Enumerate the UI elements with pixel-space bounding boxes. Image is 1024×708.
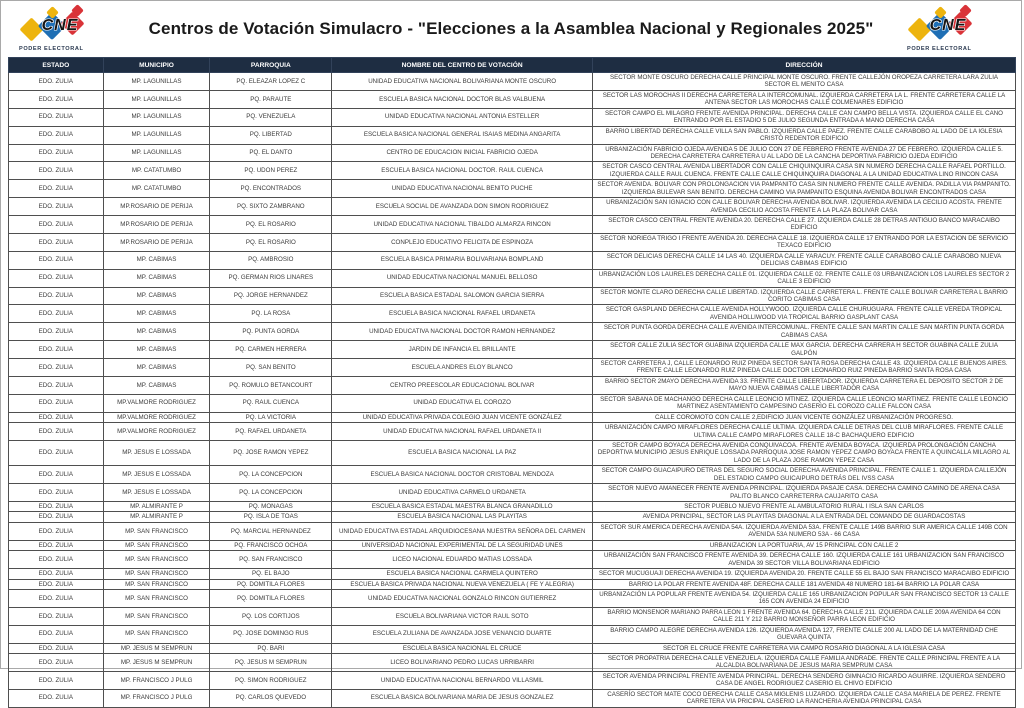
cell-nombre: ESCUELA BASICA NACIONAL DOCTOR BLAS VALBUENA — [332, 90, 593, 108]
cell-parroquia: PQ. MONAGAS — [210, 502, 332, 512]
cell-nombre: UNIDAD EDUCATIVA CARMELO URDANETA — [332, 484, 593, 502]
cell-direccion: URBANIZACION LA PORTUARIA, AV 15 PRINCIPAL CON CALLE 2 — [593, 540, 1016, 550]
table-row — [9, 144, 1016, 162]
cell-nombre: UNIDAD EDUCATIVA ESTADAL ARQUIDIOCESANA NUESTRA SEÑORA DEL CARMEN — [332, 522, 593, 540]
cell-municipio: MP. CABIMAS — [103, 287, 210, 305]
table-row — [9, 73, 1016, 91]
table-row — [9, 522, 1016, 540]
table-row — [9, 162, 1016, 180]
cell-direccion: BARRIO MONSENOR MARIANO PARRA LEON 1 FRENTE AVENIDA 64. DERECHA CALLE 211. IZQUIERDA CALLE 209A AVENIDA 64 CON CALLE 211 Y 212 BARRIO MONSEÑOR PARRA LEON EDIFICIO — [593, 607, 1016, 625]
cell-estado: EDO. ZULIA — [9, 233, 104, 251]
cell-parroquia: PQ. LA CONCEPCION — [210, 484, 332, 502]
cell-municipio: MP. CABIMAS — [103, 269, 210, 287]
cell-parroquia: PQ. UDON PEREZ — [210, 162, 332, 180]
cell-direccion: SECTOR MUCUGUAJI DERECHA AVENIDA 19. IZQUIERDA AVENIDA 20. FRENTE CALLE 55 EL BAJO SAN FRANCISCO MARACAIBO EDIFICIO — [593, 569, 1016, 579]
cell-municipio: MP. SAN FRANCISCO — [103, 522, 210, 540]
cell-municipio: MP.ROSARIO DE PERIJA — [103, 216, 210, 234]
cell-parroquia: PQ. SIMON RODRIGUEZ — [210, 671, 332, 689]
cell-direccion: SECTOR CALLE ZULIA SECTOR GUABINA IZQUIERDA CALLE MAX GARCIA. DERECHA CARRERA H SECTOR GUABINA CALLE ZULIA GALPÓN — [593, 341, 1016, 359]
table-row — [9, 579, 1016, 589]
cell-municipio: MP. SAN FRANCISCO — [103, 551, 210, 569]
table-body — [9, 73, 1016, 708]
table-row — [9, 607, 1016, 625]
cell-estado: EDO. ZULIA — [9, 287, 104, 305]
cell-municipio: MP. ALMIRANTE P — [103, 512, 210, 522]
cell-direccion: BARRIO LA POLAR FRENTE AVENIDA 48F. DERECHA CALLE 181 AVENIDA 48 NUMERO 181-64 BARRIO LA POLAR CASA — [593, 579, 1016, 589]
cell-parroquia: PQ. AMBROSIO — [210, 251, 332, 269]
cell-nombre: UNIDAD EDUCATIVA NACIONAL DOCTOR RAMON HERNANDEZ — [332, 323, 593, 341]
table-row — [9, 341, 1016, 359]
cell-parroquia: PQ. JORGE HERNANDEZ — [210, 287, 332, 305]
cell-parroquia: PQ. ISLA DE TOAS — [210, 512, 332, 522]
table-row — [9, 671, 1016, 689]
cell-estado: EDO. ZULIA — [9, 269, 104, 287]
table-row — [9, 484, 1016, 502]
table-row — [9, 466, 1016, 484]
cell-municipio: MP. SAN FRANCISCO — [103, 607, 210, 625]
cell-municipio: MP.ROSARIO DE PERIJA — [103, 233, 210, 251]
table-row — [9, 551, 1016, 569]
cell-nombre: UNIDAD EDUCATIVA NACIONAL BERNARDO VILLASMIL — [332, 671, 593, 689]
cell-estado: EDO. ZULIA — [9, 551, 104, 569]
cell-municipio: MP. FRANCISCO J PULG — [103, 671, 210, 689]
cell-estado: EDO. ZULIA — [9, 607, 104, 625]
table-row — [9, 287, 1016, 305]
column-header-municipio: MUNICIPIO — [103, 58, 210, 73]
cell-municipio: MP. CABIMAS — [103, 341, 210, 359]
cell-direccion: URBANIZACIÓN SAN IGNACIO CON CALLE BOLIVAR DERECHA AVENIDA BOLIVAR. IZQUIERDA AVENIDA LA CECILIO ACOSTA. FRENTE AVENIDA CECILIO ACOSTA FRENTE A LA PLAZA BOLIVAR CASA — [593, 198, 1016, 216]
cell-nombre: ESCUELA BASICA NACIONAL LAS PLAYITAS — [332, 512, 593, 522]
cell-parroquia: PQ. MARCIAL HERNANDEZ — [210, 522, 332, 540]
column-header-estado: ESTADO — [9, 58, 104, 73]
cell-parroquia: PQ. JOSE DOMINGO RUS — [210, 625, 332, 643]
column-header-direccion: DIRECCIÓN — [593, 58, 1016, 73]
cell-nombre: CENTRO DE EDUCACION INICIAL FABRICIO OJEDA — [332, 144, 593, 162]
cell-municipio: MP. CATATUMBO — [103, 162, 210, 180]
column-header-parroquia: PARROQUIA — [210, 58, 332, 73]
table-row — [9, 502, 1016, 512]
cne-logo-subtext: PODER ELECTORAL — [907, 46, 972, 52]
cell-municipio: MP. CABIMAS — [103, 305, 210, 323]
cell-estado: EDO. ZULIA — [9, 522, 104, 540]
table-row — [9, 569, 1016, 579]
document-header — [1, 1, 1021, 57]
cell-estado: EDO. ZULIA — [9, 643, 104, 653]
cell-parroquia: PQ. PUNTA GORDA — [210, 323, 332, 341]
cell-estado: EDO. ZULIA — [9, 625, 104, 643]
cell-municipio: MP. JESUS E LOSSADA — [103, 484, 210, 502]
cell-nombre: CENTRO PREESCOLAR EDUCACIONAL BOLIVAR — [332, 376, 593, 394]
cell-municipio: MP. SAN FRANCISCO — [103, 589, 210, 607]
cell-nombre: ESCUELA ZULIANA DE AVANZADA JOSE VENANCIO DUARTE — [332, 625, 593, 643]
cell-municipio: MP. CATATUMBO — [103, 180, 210, 198]
cell-estado: EDO. ZULIA — [9, 579, 104, 589]
cell-estado: EDO. ZULIA — [9, 323, 104, 341]
cne-logo-left — [15, 5, 119, 53]
cell-parroquia: PQ. EL ROSARIO — [210, 233, 332, 251]
cell-estado: EDO. ZULIA — [9, 466, 104, 484]
cell-municipio: MP. CABIMAS — [103, 251, 210, 269]
cell-nombre: ESCUELA ANDRES ELOY BLANCO — [332, 359, 593, 377]
cell-parroquia: PQ. SAN FRANCISCO — [210, 551, 332, 569]
table-row — [9, 305, 1016, 323]
cell-estado: EDO. ZULIA — [9, 73, 104, 91]
cell-direccion: SECTOR MONTE CLARO DERECHA CALLE LIBERTAD. IZQUIERDA CALLE CARRETERA L. FRENTE CALLE BOLIVAR CARRETERA L BARRIO CORITO CABIMAS CASA — [593, 287, 1016, 305]
cell-direccion: SECTOR AVENIDA. BOLIVAR CON PROLONGACION VIA PAMPANITO CASA SIN NUMERO FRENTE CALLE AVENIDA. PADILLA VIA PAMPANITO. IZQUIERDA BULEVAR SAN BENITO. DERECHA CAMINO VIA PAMPANITO ESQUINA AVENIDA BOLIVAR ENCONTRADOS CASA — [593, 180, 1016, 198]
cell-direccion: SECTOR PROPATRIA DERECHA CALLE VENEZUELA. IZQUIERDA CALLE FAMILIA ANDRADE. FRENTE CALLE PRINCIPAL FRENTE A LA ALCALDIA BOLIVARIANA DE JESUS MARIA SEMPRUM CASA — [593, 654, 1016, 672]
table-row — [9, 440, 1016, 465]
table-row — [9, 198, 1016, 216]
cell-nombre: ESCUELA BASICA NACIONAL CARMELA QUINTERO — [332, 569, 593, 579]
cell-nombre: ESCUELA SOCIAL DE AVANZADA DON SIMON RODRIGUEZ — [332, 198, 593, 216]
cell-estado: EDO. ZULIA — [9, 440, 104, 465]
cell-direccion: SECTOR NORIEGA TRIGO I FRENTE AVENIDA 20. DERECHA CALLE 18. IZQUIERDA CALLE 17 ENTRANDO POR LA ESTACION DE SERVICIO TEXACO EDIFICIO — [593, 233, 1016, 251]
table-row — [9, 359, 1016, 377]
cell-nombre: UNIDAD EDUCATIVA NACIONAL BOLIVARIANA MONTE OSCURO — [332, 73, 593, 91]
cell-nombre: UNIDAD EDUCATIVA NACIONAL MANUEL BELLOSO — [332, 269, 593, 287]
cell-nombre: JARDIN DE INFANCIA EL BRILLANTE — [332, 341, 593, 359]
cell-estado: EDO. ZULIA — [9, 423, 104, 441]
table-row — [9, 233, 1016, 251]
cell-direccion: SECTOR CARRETERA J, CALLE LEONARDO RUIZ PINEDA SECTOR SANTA ROSA DERECHA CALLE 43. IZQUIERDA CALLE BUENOS AIRES. FRENTE CALLE LEONARDO RUIZ PINEDA CALLE DOCTOR LEONARDO RUIZ PINEDA BARRIO SANTA ROSA CASA — [593, 359, 1016, 377]
cell-direccion: CASERÍO SECTOR MATE COCO DERECHA CALLE CASA MIGLENIS LUZARDO. IZQUIERDA CALLE CASA MARIELA DE PEREZ. FRENTE CARRETERA VIA PRICIPAL CASERIO LA RANCHERIA AVENIDA PRINCIPAL CASA — [593, 689, 1016, 707]
cell-parroquia: PQ. EL BAJO — [210, 569, 332, 579]
cell-nombre: ESCUELA BASICA ESTADAL MAESTRA BLANCA GRANADILLO — [332, 502, 593, 512]
cell-estado: EDO. ZULIA — [9, 90, 104, 108]
cell-parroquia: PQ. DOMITILA FLORES — [210, 579, 332, 589]
cell-direccion: SECTOR SABANA DE MACHANGO DERECHA CALLE LEONCIO MTINEZ. IZQUIERDA CALLE LEONCIO MARTINEZ. FRENTE CALLE LEONCIO MARTINEZ ASENTAMIENTO CAMPESINO CASERIO EL COROZO CALLE FALCON CASA — [593, 394, 1016, 412]
page-title: Centros de Votación Simulacro - "Elecciones a la Asamblea Nacional y Regionales 2025" — [148, 19, 874, 38]
cell-estado: EDO. ZULIA — [9, 512, 104, 522]
cell-parroquia: PQ. RAUL CUENCA — [210, 394, 332, 412]
table-row — [9, 180, 1016, 198]
cell-nombre: ESCUELA BASICA NACIONAL DOCTOR. RAUL CUENCA — [332, 162, 593, 180]
cell-direccion: SECTOR CASCO CENTRAL AVENIDA LIBERTADOR CON CALLE CHIQUINQUIRA CASA SIN NUMERO DERECHA CALLE RAFAEL PORTILLO. IZQUIERDA CALLE RAUL CUENCA. FRENTE CALLE CALLE CHIQUINQUIRA DIAGONAL A LA UNIDAD EDUCATIVA LINO RINCON CASA — [593, 162, 1016, 180]
cell-municipio: MP. SAN FRANCISCO — [103, 579, 210, 589]
cell-parroquia: PQ. EL DANTO — [210, 144, 332, 162]
table-row — [9, 90, 1016, 108]
cell-direccion: URBANIZACIÓN LOS LAURELES DERECHA CALLE 01. IZQUIERDA CALLE 02. FRENTE CALLE 03 URBANIZACION LOS LAURELES SECTOR 2 CALLE 3 EDIFICIO — [593, 269, 1016, 287]
cell-parroquia: PQ. RAFAEL URDANETA — [210, 423, 332, 441]
cne-logo-text: CNE — [929, 17, 967, 34]
cell-nombre: ESCUELA BASICA PRIVADA NACIONAL NUEVA VENEZUELA ( FE Y ALEGRIA) — [332, 579, 593, 589]
cell-parroquia: PQ. BARI — [210, 643, 332, 653]
cell-nombre: ESCUELA BASICA BOLIVARIANA MARIA DE JESUS GONZALEZ — [332, 689, 593, 707]
cell-estado: EDO. ZULIA — [9, 569, 104, 579]
cell-municipio: MP. LAGUNILLAS — [103, 126, 210, 144]
cell-municipio: MP.ROSARIO DE PERIJA — [103, 198, 210, 216]
cell-municipio: MP. FRANCISCO J PULG — [103, 689, 210, 707]
cell-municipio: MP. LAGUNILLAS — [103, 144, 210, 162]
cell-direccion: SECTOR PUNTA GORDA DERECHA CALLE AVENIDA INTERCOMUNAL. FRENTE CALLE SAN MARTIN CALLE SAN MARTIN PUNTA GORDA CABIMAS CASA — [593, 323, 1016, 341]
cell-direccion: SECTOR GASPLAND DERECHA CALLE AVENIDA HOLLYWOOD. IZQUIERDA CALLE CHURUGUARA. FRENTE CALLE VEREDA TROPICAL AVENIDA HOLLIWOOD VIA TROPICAL BARRIO GASPLANT CASA — [593, 305, 1016, 323]
cell-direccion: SECTOR SUR AMERICA DERECHA AVENIDA 54A. IZQUIERDA AVENIDA 53A. FRENTE CALLE 149B BARRIO SUR AMERICA CALLE 149B CON AVENIDA 53A NUMERO 53A - 66 CASA — [593, 522, 1016, 540]
cell-municipio: MP.VALMORE RODRIGUEZ — [103, 423, 210, 441]
cell-parroquia: PQ. DOMITILA FLORES — [210, 589, 332, 607]
cell-municipio: MP. JESUS M SEMPRUN — [103, 643, 210, 653]
cell-estado: EDO. ZULIA — [9, 180, 104, 198]
cell-nombre: ESCUELA BASICA NACIONAL GENERAL ISAIAS MEDINA ANGARITA — [332, 126, 593, 144]
cell-direccion: SECTOR EL CRUCE FRENTE CARRETERA VIA CAMPO ROSARIO DIAGONAL A LA IGLESIA CASA — [593, 643, 1016, 653]
cell-parroquia: PQ. GERMAN RIOS LINARES — [210, 269, 332, 287]
cell-estado: EDO. ZULIA — [9, 144, 104, 162]
cell-municipio: MP. JESUS E LOSSADA — [103, 440, 210, 465]
table-row — [9, 216, 1016, 234]
cell-municipio: MP. SAN FRANCISCO — [103, 540, 210, 550]
cell-direccion: URBANIZACIÓN SAN FRANCISCO FRENTE AVENIDA 39. DERECHA CALLE 160. IZQUIERDA CALLE 161 URBANIZACION SAN FRANCISCO AVENIDA 39 SECTOR VILLA BOLIVARIANA EDIFICIO — [593, 551, 1016, 569]
cell-estado: EDO. ZULIA — [9, 198, 104, 216]
cell-nombre: CONPLEJO EDUCATIVO FELICITA DE ESPINOZA — [332, 233, 593, 251]
cell-municipio: MP.VALMORE RODRIGUEZ — [103, 394, 210, 412]
cell-nombre: UNIDAD EDUCATIVA NACIONAL GONZALO RINCON GUTIERREZ — [332, 589, 593, 607]
cell-direccion: URBANIZACIÓN FABRICIO OJEDA AVENIDA 5 DE JULIO CON 27 DE FEBRERO FRENTE AVENIDA 27 DE FEBRERO. IZQUIERDA CALLE 5. DERECHA CARRETERA CARRETERA U AL LADO DE LA CANCHA DEPORTIVA FABRICIO OJEDA EDIFICIO — [593, 144, 1016, 162]
cell-estado: EDO. ZULIA — [9, 341, 104, 359]
table-row — [9, 376, 1016, 394]
cell-municipio: MP. SAN FRANCISCO — [103, 625, 210, 643]
cell-parroquia: PQ. LA ROSA — [210, 305, 332, 323]
cell-parroquia: PQ. FRANCISCO OCHOA — [210, 540, 332, 550]
cell-municipio: MP. JESUS E LOSSADA — [103, 466, 210, 484]
cell-parroquia: PQ. PARAUTE — [210, 90, 332, 108]
table-row — [9, 512, 1016, 522]
cell-estado: EDO. ZULIA — [9, 671, 104, 689]
table-row — [9, 126, 1016, 144]
cell-parroquia: PQ. ELEAZAR LOPEZ C — [210, 73, 332, 91]
cell-parroquia: PQ. ROMULO BETANCOURT — [210, 376, 332, 394]
cell-direccion: AVENIDA PRINCIPAL, SECTOR LAS PLAYITAS DIAGONAL A LA ENTRADA DEL COMANDO DE GUARDACOSTAS — [593, 512, 1016, 522]
cell-municipio: MP. LAGUNILLAS — [103, 108, 210, 126]
cell-estado: EDO. ZULIA — [9, 589, 104, 607]
cell-direccion: BARRIO LIBERTAD DERECHA CALLE VILLA SAN PABLO. IZQUIERDA CALLE PAEZ. FRENTE CALLE CARABOBO AL LADO DE LA IGLESIA CRISTO REDENTOR EDIFICIO — [593, 126, 1016, 144]
cell-direccion: URBANIZACIÓN LA POPULAR FRENTE AVENIDA 54. IZQUIERDA CALLE 165 URBANIZACION POPULAR SAN FRANCISCO SECTOR 13 CALLE 165 CON AVENIDA 24 EDIFICIO — [593, 589, 1016, 607]
cell-parroquia: PQ. LIBERTAD — [210, 126, 332, 144]
cell-direccion: SECTOR CAMPO EL MILAGRO FRENTE AVENIDA PRINCIPAL. DERECHA CALLE CAN CAMPO BELLA VISTA. IZQUIERDA CALLE EL CANO ENTRANDO POR EL ESTADIO 5 DE JULIO SEGUNDA ENTRADA A MANO DERECHA CASA — [593, 108, 1016, 126]
cell-municipio: MP. CABIMAS — [103, 376, 210, 394]
table-row — [9, 394, 1016, 412]
table-row — [9, 251, 1016, 269]
cell-direccion: SECTOR LAS MOROCHAS II DERECHA CARRETERA LA INTERCOMUNAL. IZQUIERDA CARRETERA LA L. FRENTE CARRETERA CALLE LA ANTENA SECTOR LAS MOROCHAS CALLE COLMENARES EDIFICIO — [593, 90, 1016, 108]
table-row — [9, 540, 1016, 550]
cell-municipio: MP. ALMIRANTE P — [103, 502, 210, 512]
cell-parroquia: PQ. ENCONTRADOS — [210, 180, 332, 198]
voting-centers-table — [8, 57, 1016, 708]
cell-direccion: CALLE COROMOTO CON CALLE 2,EDIFICIO JUAN VICENTE GONZÁLEZ URBANIZACIÓN PROGRESO. — [593, 412, 1016, 422]
cell-municipio: MP. LAGUNILLAS — [103, 73, 210, 91]
cell-municipio: MP. CABIMAS — [103, 323, 210, 341]
table-row — [9, 269, 1016, 287]
cell-nombre: UNIDAD EDUCATIVA PRIVADA COLEGIO JUAN VICENTE GONZÁLEZ — [332, 412, 593, 422]
cell-nombre: UNIDAD EDUCATIVA NACIONAL BENITO PUCHE — [332, 180, 593, 198]
cell-estado: EDO. ZULIA — [9, 305, 104, 323]
cell-estado: EDO. ZULIA — [9, 376, 104, 394]
cell-parroquia: PQ. JESUS M SEMPRUN — [210, 654, 332, 672]
table-row — [9, 689, 1016, 707]
cell-estado: EDO. ZULIA — [9, 412, 104, 422]
table-row — [9, 108, 1016, 126]
cell-estado: EDO. ZULIA — [9, 359, 104, 377]
cell-nombre: ESCUELA BASICA NACIONAL RAFAEL URDANETA — [332, 305, 593, 323]
table-row — [9, 323, 1016, 341]
cell-estado: EDO. ZULIA — [9, 540, 104, 550]
cne-logo-subtext: PODER ELECTORAL — [19, 46, 84, 52]
cell-estado: EDO. ZULIA — [9, 689, 104, 707]
cell-parroquia: PQ. CARMEN HERRERA — [210, 341, 332, 359]
cell-estado: EDO. ZULIA — [9, 394, 104, 412]
cell-estado: EDO. ZULIA — [9, 126, 104, 144]
cell-direccion: SECTOR MONTE OSCURO DERECHA CALLE PRINCIPAL MONTE OSCURO. FRENTE CALLEJÓN OROPEZA CARRETERA LARA ZULIA SECTOR EL MENITO CASA — [593, 73, 1016, 91]
cell-direccion: URBANIZACIÓN CAMPO MIRAFLORES DERECHA CALLE ULTIMA. IZQUIERDA CALLE DETRAS DEL CLUB MIRAFLORES. FRENTE CALLE ULTIMA CALLE CAMPO MIRAFLORES CALLE 18-C BACHAQUERO EDIFICIO — [593, 423, 1016, 441]
cell-nombre: UNIDAD EDUCATIVA NACIONAL ANTONIA ESTELLER — [332, 108, 593, 126]
cell-nombre: ESCUELA BASICA NACIONAL EL CRUCE — [332, 643, 593, 653]
cne-logo-text: CNE — [41, 17, 79, 34]
cell-parroquia: PQ. CARLOS QUEVEDO — [210, 689, 332, 707]
cell-parroquia: PQ. SIXTO ZAMBRANO — [210, 198, 332, 216]
cell-municipio: MP. CABIMAS — [103, 359, 210, 377]
cell-parroquia: PQ. EL ROSARIO — [210, 216, 332, 234]
cell-nombre: ESCUELA BOLIVARIANA VICTOR RAUL SOTO — [332, 607, 593, 625]
cell-nombre: LICEO NACIONAL EDUARDO MATIAS LOSSADA — [332, 551, 593, 569]
cell-nombre: ESCUELA BASICA NACIONAL LA PAZ — [332, 440, 593, 465]
cell-direccion: SECTOR CASCO CENTRAL FRENTE AVENIDA 20. DERECHA CALLE 27. IZQUIERDA CALLE 28 DETRAS ANTIGUO BANCO MARACAIBO EDIFICIO — [593, 216, 1016, 234]
cell-direccion: SECTOR AVENIDA PRINCIPAL FRENTE AVENIDA PRINCIPAL. DERECHA SENDERO GIMNACIO RICARDO AGUIRRE. IZQUIERDA SENDERO CASA DE ANGEL RODRIGUEZ CASERIO EL CHIVO EDIFICIO — [593, 671, 1016, 689]
table-row — [9, 625, 1016, 643]
cell-estado: EDO. ZULIA — [9, 162, 104, 180]
cell-estado: EDO. ZULIA — [9, 216, 104, 234]
cell-nombre: UNIDAD EDUCATIVA NACIONAL TIBALDO ALMARZA RINCON — [332, 216, 593, 234]
column-header-nombre: NOMBRE DEL CENTRO DE VOTACIÓN — [332, 58, 593, 73]
cell-direccion: SECTOR CAMPO BOYACA DERECHA AVENIDA CONQUIVACOA. FRENTE AVENIDA BOYACA. IZQUIERDA PROLONGACIÓN CANCHA DEPORTIVA MUNICIPIO JESUS ENRIQUE LOSSADA PARROQUIA JOSE RAMON YEPEZ CAMPO BOYACA FRENTE A QUINCALLA MILAGRO AL LADO DE LA PLAZA JOSE RAMON YEPEZ CASA — [593, 440, 1016, 465]
table-row — [9, 654, 1016, 672]
cell-municipio: MP. JESUS M SEMPRUN — [103, 654, 210, 672]
cell-municipio: MP.VALMORE RODRIGUEZ — [103, 412, 210, 422]
cell-direccion: SECTOR CAMPO GUACAIPURO DETRAS DEL SEGURO SOCIAL DERECHA AVENIDA PRINCIPAL. FRENTE CALLE 1. IZQUIERDA CALLEJÓN DEL ESTADIO CAMPO GUICAIPURO DETRÁS DEL IVSS CASA — [593, 466, 1016, 484]
cell-parroquia: PQ. LA CONCEPCION — [210, 466, 332, 484]
cell-municipio: MP. SAN FRANCISCO — [103, 569, 210, 579]
cell-parroquia: PQ. VENEZUELA — [210, 108, 332, 126]
cell-nombre: ESCUELA BASICA ESTADAL SALOMON GARCIA SIERRA — [332, 287, 593, 305]
cell-estado: EDO. ZULIA — [9, 654, 104, 672]
cell-direccion: SECTOR NUEVO AMANECER FRENTE AVENIDA PRINCIPAL. IZQUIERDA PASAJE CASA. DERECHA CAMINO CAMINO DE ARENA CASA PALITO BLANCO CARRETERRA CAUJARITO CASA — [593, 484, 1016, 502]
cell-nombre: UNIDAD EDUCATIVA NACIONAL RAFAEL URDANETA II — [332, 423, 593, 441]
cell-nombre: UNIVERSIDAD NACIONAL EXPERIMENTAL DE LA SEGURIDAD UNES — [332, 540, 593, 550]
cell-nombre: ESCUELA BASICA PRIMARIA BOLIVARIANA BOMPLAND — [332, 251, 593, 269]
cell-estado: EDO. ZULIA — [9, 484, 104, 502]
table-row — [9, 423, 1016, 441]
cell-municipio: MP. LAGUNILLAS — [103, 90, 210, 108]
cell-direccion: SECTOR PUEBLO NUEVO FRENTE AL AMBULATORIO RURAL I ISLA SAN CARLOS — [593, 502, 1016, 512]
cell-parroquia: PQ. SAN BENITO — [210, 359, 332, 377]
cell-estado: EDO. ZULIA — [9, 108, 104, 126]
table-row — [9, 643, 1016, 653]
cell-nombre: LICEO BOLIVARIANO PEDRO LUCAS URRIBARRI — [332, 654, 593, 672]
cell-parroquia: PQ. JOSE RAMON YEPEZ — [210, 440, 332, 465]
cell-direccion: SECTOR DELICIAS DERECHA CALLE 14 LAS 40. IZQUIERDA CALLE YARACUY. FRENTE CALLE CARABOBO CALLE CARABOBO NUEVA DELICIAS CABIMAS EDIFICIO — [593, 251, 1016, 269]
cell-direccion: BARRIO CAMPO ALEGRE DERECHA AVENIDA 126. IZQUIERDA AVENIDA 127, FRENTE CALLE 200 AL LADO DE LA MATERNIDAD CHE GUEVARA QUINTA — [593, 625, 1016, 643]
cne-logo-right — [903, 5, 1007, 53]
cell-parroquia: PQ. LOS CORTIJOS — [210, 607, 332, 625]
cell-nombre: UNIDAD EDUCATIVA EL COROZO — [332, 394, 593, 412]
cell-nombre: ESCUELA BASICA NACIONAL DOCTOR CRISTOBAL MENDOZA — [332, 466, 593, 484]
table-row — [9, 589, 1016, 607]
cell-parroquia: PQ. LA VICTORIA — [210, 412, 332, 422]
cell-estado: EDO. ZULIA — [9, 502, 104, 512]
column-header-row — [9, 58, 1016, 73]
table-row — [9, 412, 1016, 422]
cell-direccion: BARRIO SECTOR 2MAYO DERECHA AVENIDA 33. FRENTE CALLE LIBEERTADOR. IZQUIERDA CARRETERA EL DEPOSITO SECTOR 2 DE MAYO NUEVA CABIMAS CALLE LIBERTADOR CASA — [593, 376, 1016, 394]
cell-estado: EDO. ZULIA — [9, 251, 104, 269]
